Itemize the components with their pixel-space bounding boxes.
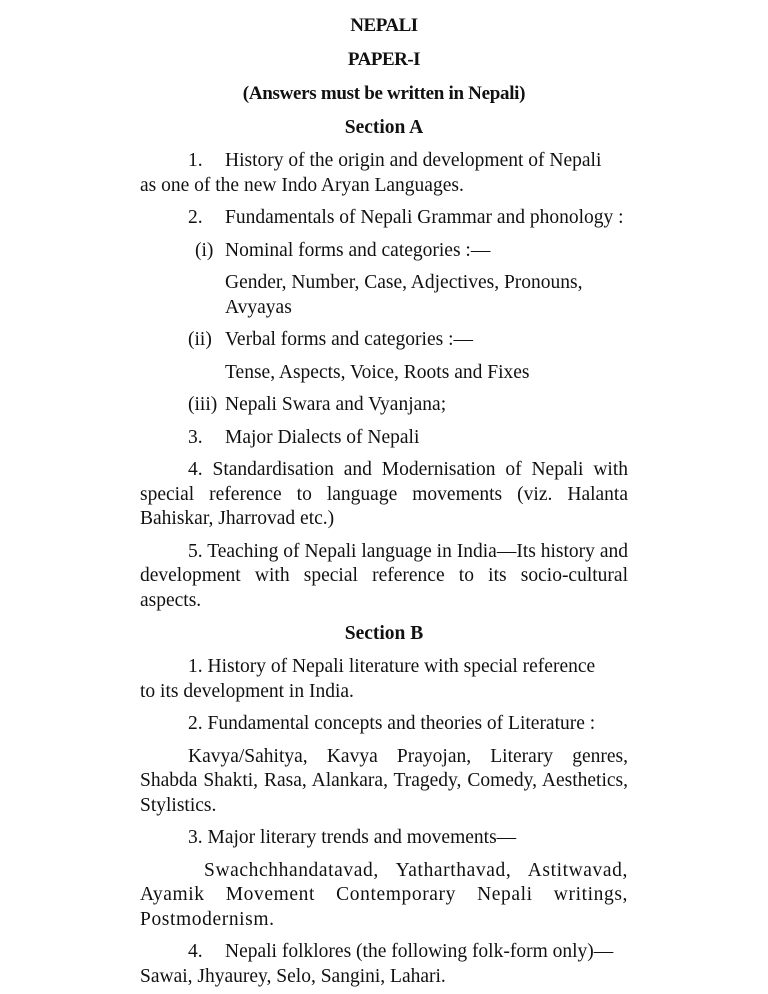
- section-a-sub-i: [140, 239, 628, 264]
- section-a-item-4: 4. Standardisation and Modernisation of Nepali with special reference to language movements (viz. Halanta Bahiskar, Jharrovad etc.): [140, 459, 628, 529]
- item-number: (i): [195, 239, 214, 261]
- instruction-note: (Answers must be written in Nepali): [242, 83, 526, 104]
- section-b-item-1-continued: to its development in India.: [140, 680, 354, 702]
- item-text: Verbal forms and categories :—: [225, 329, 473, 350]
- section-a-item-1-continued: as one of the new Indo Aryan Languages.: [140, 174, 464, 196]
- item-text: Major Dialects of Nepali: [225, 426, 420, 448]
- item-text: Fundamentals of Nepali Grammar and phonology :: [225, 207, 624, 228]
- document-page: [140, 0, 628, 989]
- paper-title: PAPER-I: [347, 49, 421, 70]
- section-b-item-4-detail: Sawai, Jhyaurey, Selo, Sangini, Lahari.: [140, 965, 446, 987]
- section-a-sub-i-detail: Gender, Number, Case, Adjectives, Pronouns, Avyayas: [225, 272, 583, 318]
- section-b-item-2: 2. Fundamental concepts and theories of Literature :: [188, 713, 596, 734]
- item-number: (ii): [188, 329, 212, 350]
- item-text: Nepali Swara and Vyanjana;: [225, 394, 447, 415]
- item-number: (iii): [188, 394, 218, 415]
- item-number: 4.: [188, 941, 203, 962]
- subject-title: NEPALI: [350, 15, 418, 36]
- item-text: History of the origin and development of Nepali: [225, 150, 602, 171]
- section-b-title: Section B: [344, 623, 424, 644]
- section-a-sub-iii: [140, 393, 628, 418]
- section-b-item-4: [140, 940, 628, 965]
- section-a-sub-ii-detail: Tense, Aspects, Voice, Roots and Fixes: [225, 361, 530, 383]
- section-b-item-3-detail: Swachchhandatavad, Yatharthavad, Astitwavad, Ayamik Movement Contemporary Nepali writings, Postmodernism.: [140, 859, 628, 930]
- section-a-item-1: [140, 149, 628, 174]
- section-a-item-2: [140, 206, 628, 231]
- section-b-item-1: 1. History of Nepali literature with special reference: [188, 656, 596, 677]
- section-a-sub-ii: [140, 328, 628, 353]
- item-text: Nominal forms and categories :—: [225, 239, 491, 261]
- section-b-item-2-detail: Kavya/Sahitya, Kavya Prayojan, Literary genres, Shabda Shakti, Rasa, Alankara, Tragedy, Comedy, Aesthetics, Stylistics.: [140, 745, 628, 816]
- item-text: Nepali folklores (the following folk-form only)—: [225, 941, 614, 962]
- item-number: 2.: [188, 207, 203, 228]
- section-a-item-5: 5. Teaching of Nepali language in India—Its history and development with special reference to its socio-cultural aspects.: [140, 540, 628, 611]
- section-b-item-3: 3. Major literary trends and movements—: [188, 827, 517, 848]
- section-a-title: Section A: [344, 117, 424, 138]
- item-number: 3.: [188, 426, 203, 448]
- section-a-item-3: [140, 426, 628, 451]
- item-number: 1.: [188, 150, 203, 171]
